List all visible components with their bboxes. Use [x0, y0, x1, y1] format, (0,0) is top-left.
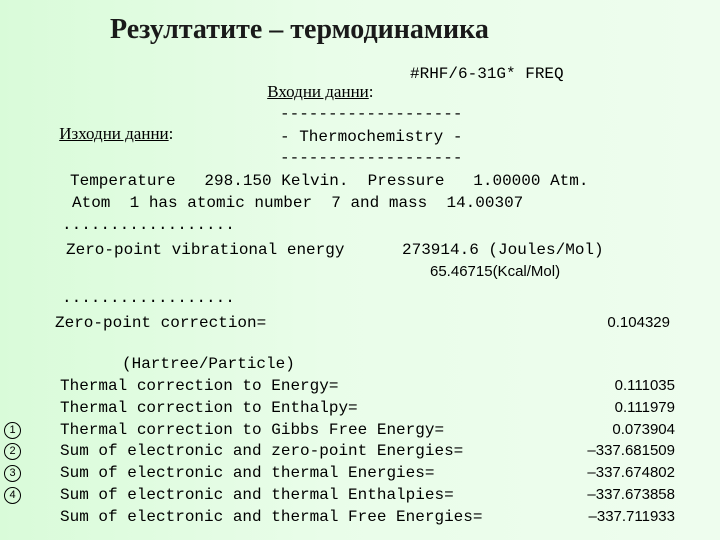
header-dash-bottom: -------------------: [280, 149, 463, 167]
atom-line: Atom 1 has atomic number 7 and mass 14.00307: [72, 194, 524, 212]
slide-title: Резултатите – термодинамика: [110, 14, 489, 45]
table-row-value: 0.111979: [614, 398, 675, 416]
table-row-label: Thermal correction to Gibbs Free Energy=: [60, 420, 445, 439]
dots-line-2: ..................: [62, 289, 235, 307]
header-thermochemistry: - Thermochemistry -: [280, 128, 463, 146]
zpe-joules: 273914.6 (Joules/Mol): [402, 241, 604, 259]
zpc-label: Zero-point correction=: [55, 314, 267, 332]
table-row-value: –337.711933: [588, 507, 675, 525]
table-row-value: –337.673858: [587, 486, 675, 503]
zpe-label: Zero-point vibrational energy: [66, 241, 345, 259]
table-row-value: 0.111035: [614, 377, 675, 394]
zpc-value: 0.104329: [607, 314, 670, 331]
table-row-label: Thermal correction to Energy=: [60, 377, 339, 395]
table-row-label: Sum of electronic and thermal Free Energies=: [60, 507, 483, 526]
circled-number-marker: 4: [4, 487, 21, 504]
circled-number-marker: 1: [4, 422, 21, 439]
table-row-label: Thermal correction to Enthalpy=: [60, 398, 358, 417]
header-dash-top: -------------------: [280, 105, 463, 123]
table-row-value: –337.674802: [587, 464, 675, 482]
hartree-units: (Hartree/Particle): [122, 355, 295, 373]
zpe-kcal: 65.46715(Kcal/Mol): [430, 263, 561, 280]
table-row-value: 0.073904: [612, 420, 675, 438]
dots-line-1: ..................: [62, 216, 235, 234]
output-data-colon: :: [168, 124, 174, 143]
circled-number-marker: 3: [4, 465, 21, 482]
table-row-label: Sum of electronic and thermal Energies=: [60, 464, 435, 483]
table-row-label: Sum of electronic and thermal Enthalpies=: [60, 486, 454, 504]
table-row-value: –337.681509: [587, 442, 675, 460]
input-data-row: [248, 64, 374, 102]
input-data-colon: :: [368, 82, 374, 101]
input-data-label: Входни данни: [267, 82, 369, 101]
circled-number-marker: 2: [4, 443, 21, 460]
output-data-label: Изходни данни: [59, 124, 169, 143]
table-row-label: Sum of electronic and zero-point Energies=: [60, 442, 464, 461]
output-data-row: [40, 106, 173, 144]
temperature-line: Temperature 298.150 Kelvin. Pressure 1.00000 Atm.: [70, 172, 589, 190]
input-route: #RHF/6-31G* FREQ: [410, 65, 564, 83]
